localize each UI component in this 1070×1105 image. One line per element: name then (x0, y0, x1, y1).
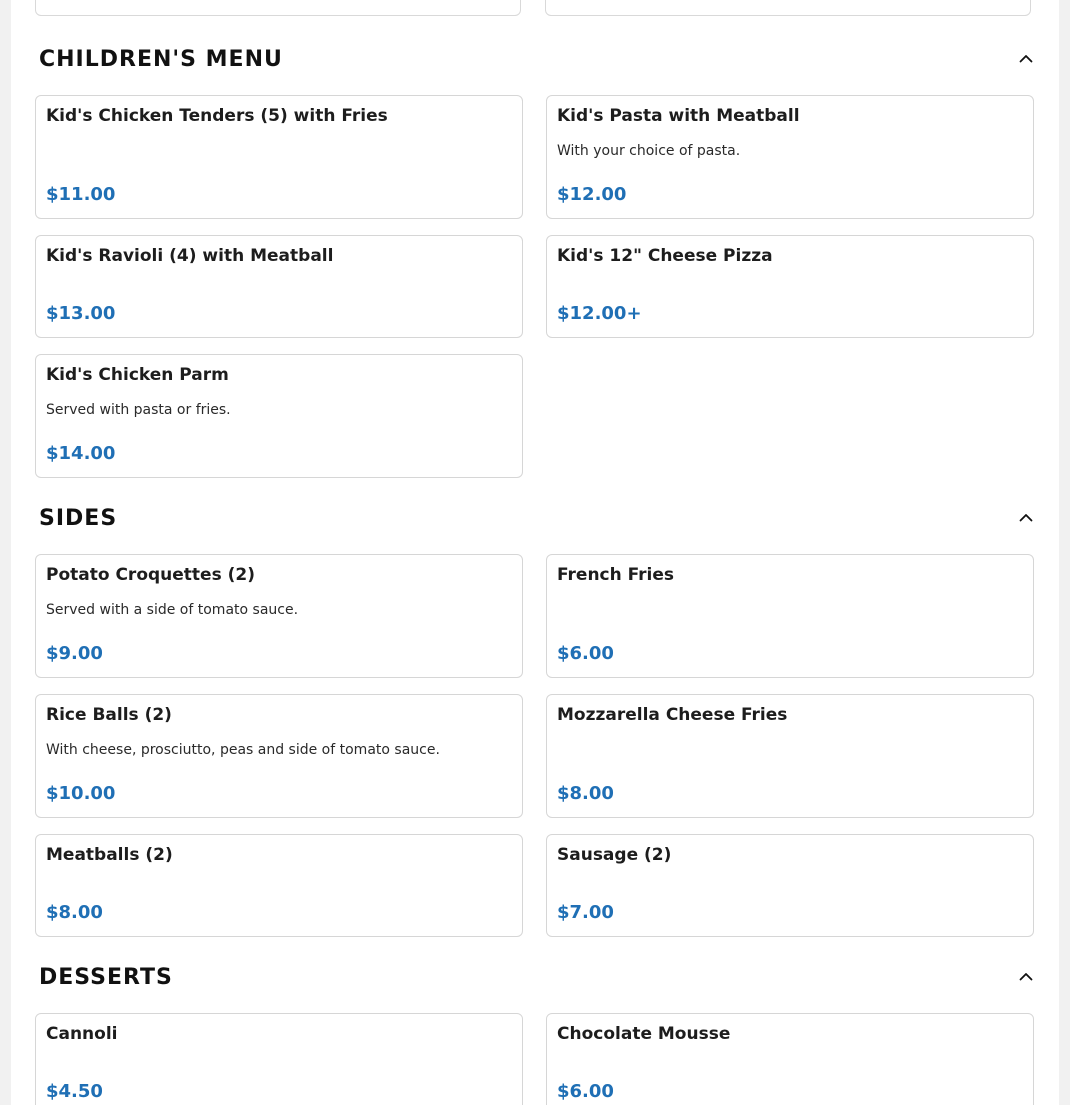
item-name: Kid's Ravioli (4) with Meatball (46, 246, 334, 266)
item-description: With cheese, prosciutto, peas and side of tomato sauce. (46, 742, 440, 758)
item-name: Kid's Chicken Parm (46, 365, 229, 385)
chevron-up-icon (1019, 972, 1033, 981)
item-price: $10.00 (46, 783, 116, 804)
menu-item-card[interactable] (546, 694, 1034, 818)
menu-page (11, 0, 1059, 1105)
section-title: DESSERTS (39, 965, 173, 990)
collapse-section-button[interactable] (1015, 506, 1037, 528)
menu-item-card[interactable] (546, 235, 1034, 338)
item-price: $4.50 (46, 1081, 103, 1102)
item-price: $11.00 (46, 184, 116, 205)
item-name: Cannoli (46, 1024, 118, 1044)
item-name: Potato Croquettes (2) (46, 565, 255, 585)
section-title: SIDES (39, 506, 118, 531)
menu-item-card[interactable] (546, 834, 1034, 937)
item-price: $8.00 (46, 902, 103, 923)
menu-item-card[interactable] (546, 1013, 1034, 1105)
item-description: With your choice of pasta. (557, 143, 741, 159)
section-header (35, 478, 1034, 534)
menu-item-card-cutoff[interactable] (35, 0, 521, 16)
item-price: $12.00 (557, 184, 627, 205)
item-name: Rice Balls (2) (46, 705, 172, 725)
item-price: $6.00 (557, 643, 614, 664)
menu-items-grid (35, 1013, 1034, 1105)
item-price: $14.00 (46, 443, 116, 464)
item-name: Meatballs (2) (46, 845, 173, 865)
menu-items-grid (35, 95, 1034, 478)
item-price: $7.00 (557, 902, 614, 923)
menu-item-card-cutoff[interactable] (545, 0, 1031, 16)
section-title: CHILDREN'S MENU (39, 47, 283, 72)
item-name: Kid's Chicken Tenders (5) with Fries (46, 106, 388, 126)
section-childrens-menu (35, 19, 1034, 464)
item-name: Kid's 12" Cheese Pizza (557, 246, 773, 266)
menu-items-grid (35, 554, 1034, 937)
section-header (35, 937, 1034, 993)
menu-item-card[interactable] (35, 235, 523, 338)
collapse-section-button[interactable] (1015, 47, 1037, 69)
item-price: $8.00 (557, 783, 614, 804)
item-description: Served with a side of tomato sauce. (46, 602, 299, 618)
item-price: $6.00 (557, 1081, 614, 1102)
item-price: $12.00+ (557, 303, 642, 324)
collapse-section-button[interactable] (1015, 965, 1037, 987)
chevron-up-icon (1019, 513, 1033, 522)
menu-item-card[interactable] (35, 354, 523, 478)
chevron-up-icon (1019, 54, 1033, 63)
menu-item-card[interactable] (546, 554, 1034, 678)
item-description: Served with pasta or fries. (46, 402, 231, 418)
section-header (35, 19, 1034, 75)
item-name: French Fries (557, 565, 675, 585)
item-name: Sausage (2) (557, 845, 672, 865)
menu-item-card[interactable] (35, 694, 523, 818)
menu-item-card[interactable] (546, 95, 1034, 219)
section-desserts (35, 937, 1034, 1102)
menu-item-card[interactable] (35, 95, 523, 219)
menu-item-card[interactable] (35, 554, 523, 678)
menu-item-card[interactable] (35, 834, 523, 937)
section-sides (35, 478, 1034, 923)
item-name: Mozzarella Cheese Fries (557, 705, 788, 725)
menu-item-card[interactable] (35, 1013, 523, 1105)
item-name: Chocolate Mousse (557, 1024, 731, 1044)
previous-section-cards (35, 0, 1034, 16)
item-price: $9.00 (46, 643, 103, 664)
item-name: Kid's Pasta with Meatball (557, 106, 800, 126)
item-price: $13.00 (46, 303, 116, 324)
